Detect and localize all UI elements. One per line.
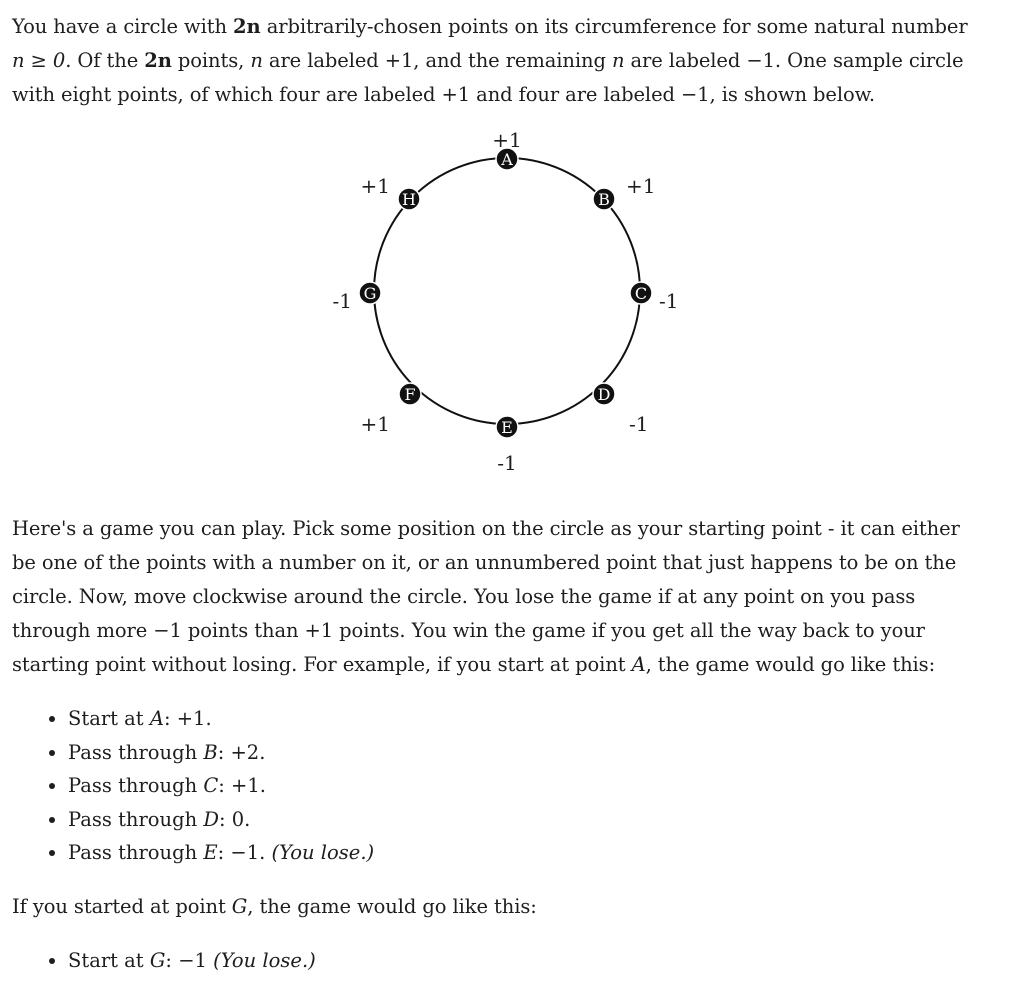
list-item: • Pass through B: +2. <box>68 736 1012 770</box>
point-d <box>593 383 648 436</box>
example-g-list <box>12 944 1012 978</box>
intro-line-1: You have a circle with 2n arbitrarily-chosen points on its circumference for some natural number <box>12 15 968 38</box>
point-h <box>361 174 420 210</box>
point-value-label: -1 <box>659 289 679 313</box>
point-b <box>593 174 655 210</box>
intro-line-3: with eight points, of which four are labeled +1 and four are labeled −1, is shown below. <box>12 83 876 106</box>
point-letter: E <box>501 418 513 437</box>
list-item: • Start at A: +1. <box>68 702 1012 736</box>
list-item: • Start at G: −1 (You lose.) <box>68 944 1012 978</box>
point-value-label: +1 <box>360 174 390 198</box>
point-f <box>361 383 421 436</box>
document-body <box>12 10 1012 977</box>
point-g <box>333 282 381 313</box>
game-line-5: starting point without losing. For example, if you start at point A, the game would go like this: <box>12 653 936 676</box>
point-value-label: +1 <box>492 128 522 152</box>
intro-line-2: n ≥ 0. Of the 2n points, n are labeled +1, and the remaining n are labeled −1. One sample circle <box>12 49 964 72</box>
circle-figure <box>12 122 1012 490</box>
g-intro-paragraph: If you started at point G, the game would go like this: <box>12 894 537 918</box>
game-line-2: be one of the points with a number on it, or an unnumbered point that just happens to be on the <box>12 551 957 574</box>
point-letter: G <box>363 284 377 303</box>
list-item: • Pass through D: 0. <box>68 803 1012 837</box>
example-a-list <box>12 702 1012 870</box>
point-value-label: +1 <box>626 174 656 198</box>
list-item: • Pass through E: −1. (You lose.) <box>68 836 1012 870</box>
point-letter: H <box>402 190 416 209</box>
point-a <box>492 128 521 170</box>
point-c <box>630 282 678 313</box>
point-letter: C <box>634 284 648 303</box>
point-letter: D <box>597 385 611 404</box>
circle-diagram <box>12 122 1012 490</box>
game-paragraph <box>12 512 1012 682</box>
point-letter: F <box>404 385 416 404</box>
point-value-label: -1 <box>497 451 517 475</box>
game-line-1: Here's a game you can play. Pick some position on the circle as your starting point - it can either <box>12 517 960 540</box>
point-value-label: -1 <box>332 289 352 313</box>
list-item: • Pass through C: +1. <box>68 769 1012 803</box>
point-letter: B <box>598 190 610 209</box>
game-line-4: through more −1 points than +1 points. You win the game if you get all the way back to your <box>12 619 925 642</box>
intro-paragraph <box>12 10 1012 112</box>
game-line-3: circle. Now, move clockwise around the circle. You lose the game if at any point on you pass <box>12 585 916 608</box>
point-e <box>496 416 518 475</box>
point-value-label: +1 <box>360 412 390 436</box>
point-value-label: -1 <box>629 412 649 436</box>
point-letter: A <box>501 150 513 169</box>
